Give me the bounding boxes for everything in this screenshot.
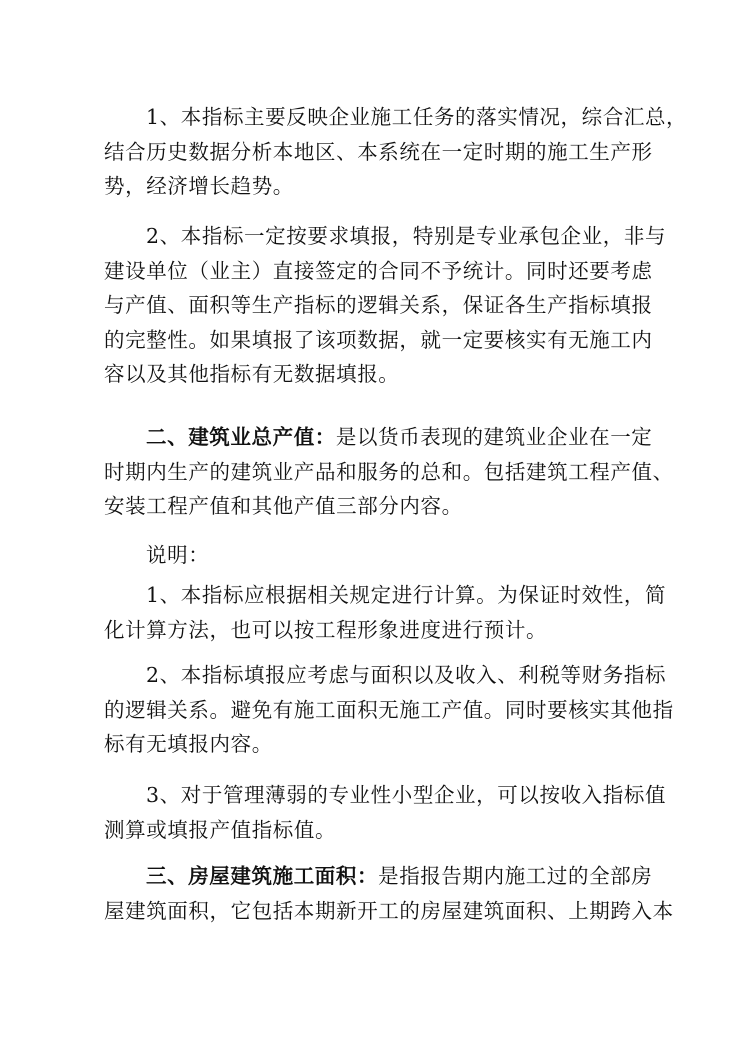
text-line: 2、本指标一定按要求填报，特别是专业承包企业，非与 — [146, 224, 667, 248]
text-line: 安装工程产值和其他产值三部分内容。 — [104, 494, 463, 518]
text-line: 2、本指标填报应考虑与面积以及收入、利税等财务指标 — [146, 663, 667, 687]
note-label: 说明： — [146, 543, 210, 567]
text-run: 是指报告期内施工过的全部房 — [378, 864, 653, 888]
text-line: 1、本指标应根据相关规定进行计算。为保证时效性，简 — [146, 583, 667, 607]
paragraph-4 — [104, 578, 667, 647]
text-line: 结合历史数据分析本地区、本系统在一定时期的施工生产形 — [104, 139, 653, 164]
paragraph-6 — [104, 778, 667, 847]
text-line — [104, 859, 653, 894]
text-line: 时期内生产的建筑业产品和服务的总和。包括建筑工程产值、 — [104, 459, 674, 484]
text-line: 与产值、面积等生产指标的逻辑关系，保证各生产指标填报 — [104, 293, 653, 317]
section-heading: 二、建筑业总产值： — [146, 425, 336, 449]
text-line: 标有无填报内容。 — [104, 732, 273, 756]
text-run: 是以货币表现的建筑业企业在一定 — [335, 425, 653, 449]
paragraph-3 — [104, 420, 674, 524]
text-line: 屋建筑面积，它包括本期新开工的房屋建筑面积、上期跨入本 — [104, 898, 674, 923]
text-line — [104, 420, 653, 455]
text-line: 容以及其他指标有无数据填报。 — [104, 362, 400, 386]
text-line: 势，经济增长趋势。 — [104, 174, 294, 198]
paragraph-2 — [104, 219, 667, 392]
text-line: 1、本指标主要反映企业施工任务的落实情况，综合汇总， — [146, 105, 688, 129]
paragraph-5 — [104, 658, 674, 762]
text-line: 测算或填报产值指标值。 — [104, 817, 337, 842]
text-line: 的完整性。如果填报了该项数据，就一定要核实有无施工内 — [104, 327, 653, 352]
section-heading: 三、房屋建筑施工面积： — [146, 864, 379, 888]
text-line: 的逻辑关系。避免有施工面积无施工产值。同时要核实其他指 — [104, 697, 674, 722]
paragraph-7 — [104, 859, 674, 928]
text-line: 建设单位（业主）直接签定的合同不予统计。同时还要考虑 — [104, 258, 653, 283]
text-line: 化计算方法，也可以按工程形象进度进行预计。 — [104, 617, 548, 642]
text-line: 3、对于管理薄弱的专业性小型企业，可以按收入指标值 — [146, 783, 667, 807]
paragraph-1 — [104, 100, 688, 204]
